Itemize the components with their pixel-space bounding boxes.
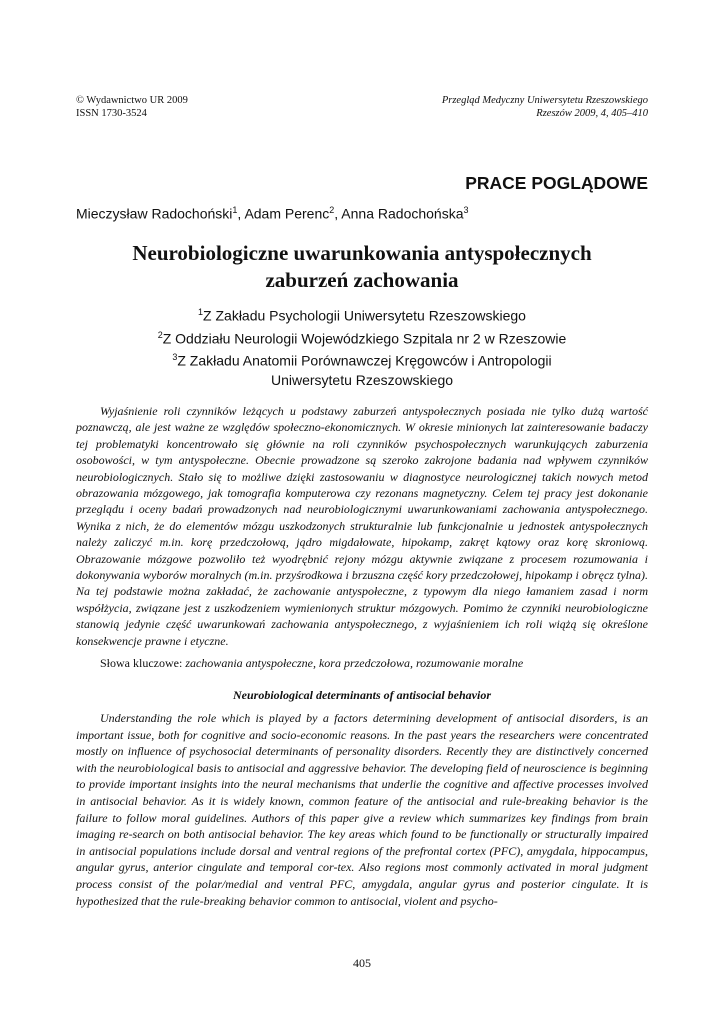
- keywords: [100, 655, 523, 671]
- author-separator: ,: [334, 205, 342, 222]
- paper-title: [76, 240, 648, 294]
- english-title: Neurobiological determinants of antisocial behavior: [232, 688, 491, 702]
- affiliation-line: [76, 326, 648, 349]
- affiliation-line: [76, 371, 648, 390]
- keywords-values: zachowania antyspołeczne, kora przedczołowa, rozumowanie moralne: [185, 656, 524, 670]
- page-number: 405: [353, 956, 371, 970]
- section-title: PRACE POGLĄDOWE: [465, 173, 648, 193]
- affiliation-text: Z Zakładu Anatomii Porównawczej Kręgowców i Antropologii: [177, 352, 552, 369]
- title-line: Neurobiologiczne uwarunkowania antyspołecznych: [132, 241, 592, 265]
- abstract-english: [76, 710, 648, 909]
- affiliation-mark: 3: [172, 352, 178, 363]
- affiliation-line: [76, 348, 648, 371]
- affiliation-text: Uniwersytetu Rzeszowskiego: [270, 371, 454, 388]
- issn-line: ISSN 1730-3524: [76, 108, 147, 119]
- author-affiliation-mark: 1: [232, 205, 238, 215]
- journal-issue: Rzeszów 2009, 4, 405–410: [536, 108, 648, 119]
- author-separator: ,: [237, 205, 245, 222]
- journal-info: [442, 94, 648, 120]
- copyright-line: © Wydawnictwo UR 2009: [76, 95, 188, 106]
- author-list: [76, 205, 469, 222]
- author-affiliation-mark: 2: [329, 205, 335, 215]
- affiliations: [76, 303, 648, 390]
- author-affiliation-mark: 3: [463, 205, 469, 215]
- affiliation-line: [76, 303, 648, 326]
- abstract-text: Wyjaśnienie roli czynników leżących u podstawy zaburzeń antyspołecznych posiada nie tylko dużą wartość poznawczą, ale jest ważne ze względów społeczno-ekonomicznych. W okresie minionych lat zainteresowanie badaczy tej problematyki koncentrowało się głównie na roli czynników psychospołecznych warunkujących zaburzenia osobowości, w tym antyspołeczne. Obecnie prowadzone są szeroko zakrojone badania nad wpływem czynników neurobiologicznych. Stało się to możliwe dzięki zastosowaniu w diagnostyce neurologicznej takich nowych metod obrazowania mózgowego, jak tomografia komputerowa czy rezonans magnetyczny. Celem tej pracy jest dokonanie przeglądu i oceny badań prowadzonych nad neurobiologicznymi uwarunkowaniami zachowania antyspołecznego. Wynika z nich, że do elementów mózgu uszkodzonych strukturalnie lub funkcjonalnie u jednostek antyspołecznych należy zaliczyć m.in. korę przedczołową, jądro migdałowate, hipokamp, zakręt kątowy oraz korę skroniową. Obrazowanie mózgowe pozwoliło też wyodrębnić rejony mózgu aktywnie związane z procesem rozumowania i dokonywania wyborów moralnych (m.in. przyśrodkowa i brzuszna część kory przedczołowej, hipokamp i obręcz tylna). Na tej podstawie można zakładać, że zachowanie antyspołeczne, z typowym dla niego łamaniem zasad i norm współżycia, związane jest z uszkodzeniem wymienionych struktur mózgowych. Pomimo że czynniki neurobiologiczne stanowią jedynie część uwarunkowań zachowania antyspołecznego, z wyjaśnieniem ich roli wiążą się określone konsekwencje prawne i etyczne.: [76, 404, 648, 648]
- author-name: Adam Perenc: [244, 205, 330, 222]
- title-line: zaburzeń zachowania: [265, 268, 459, 292]
- author-name: Anna Radochońska: [341, 205, 464, 222]
- affiliation-mark: 1: [198, 307, 204, 317]
- publisher-info: [76, 94, 188, 120]
- journal-name: Przegląd Medyczny Uniwersytetu Rzeszowskiego: [441, 95, 648, 106]
- author-name: Mieczysław Radochoński: [76, 205, 233, 222]
- keywords-label: Słowa kluczowe:: [100, 656, 183, 670]
- affiliation-mark: 2: [157, 329, 163, 340]
- affiliation-text: Z Zakładu Psychologii Uniwersytetu Rzeszowskiego: [203, 307, 526, 324]
- affiliation-text: Z Oddziału Neurologii Wojewódzkiego Szpitala nr 2 w Rzeszowie: [162, 330, 567, 347]
- abstract-polish: [76, 403, 648, 649]
- abstract-text: Understanding the role which is played by a factors determining development of antisocial disorders, is an important issue, both for cognitive and socio-economic reasons. In the past years the researchers were concentrated mostly on influence of psychosocial determinants of personality disorders. Recently they are distinctively concerned with the neurobiological basis to antisocial and aggressive behavior. The developing field of neuroscience is beginning to provide important insights into the neural mechanisms that underlie the cognitive and affective processes involved in antisocial behavior. As it is widely known, common feature of the antisocial and rule-breaking behavior is the failure to follow moral guidelines. Authors of this paper give a review which summarizes key findings from brain imaging re-search on both antisocial behavior. The key areas which found to be functionally or structurally impaired in antisocial populations include dorsal and ventral regions of the prefrontal cortex (PFC), amygdala, hippocampus, angular gyrus, anterior cingulate and temporal cor-tex. Also regions most commonly activated in moral judgment process consist of the polar/medial and ventral PFC, amygdala, angular gyrus and posterior cingulate. It is hypothesized that the rule-breaking behavior common to antisocial, violent and psycho-: [76, 711, 648, 908]
